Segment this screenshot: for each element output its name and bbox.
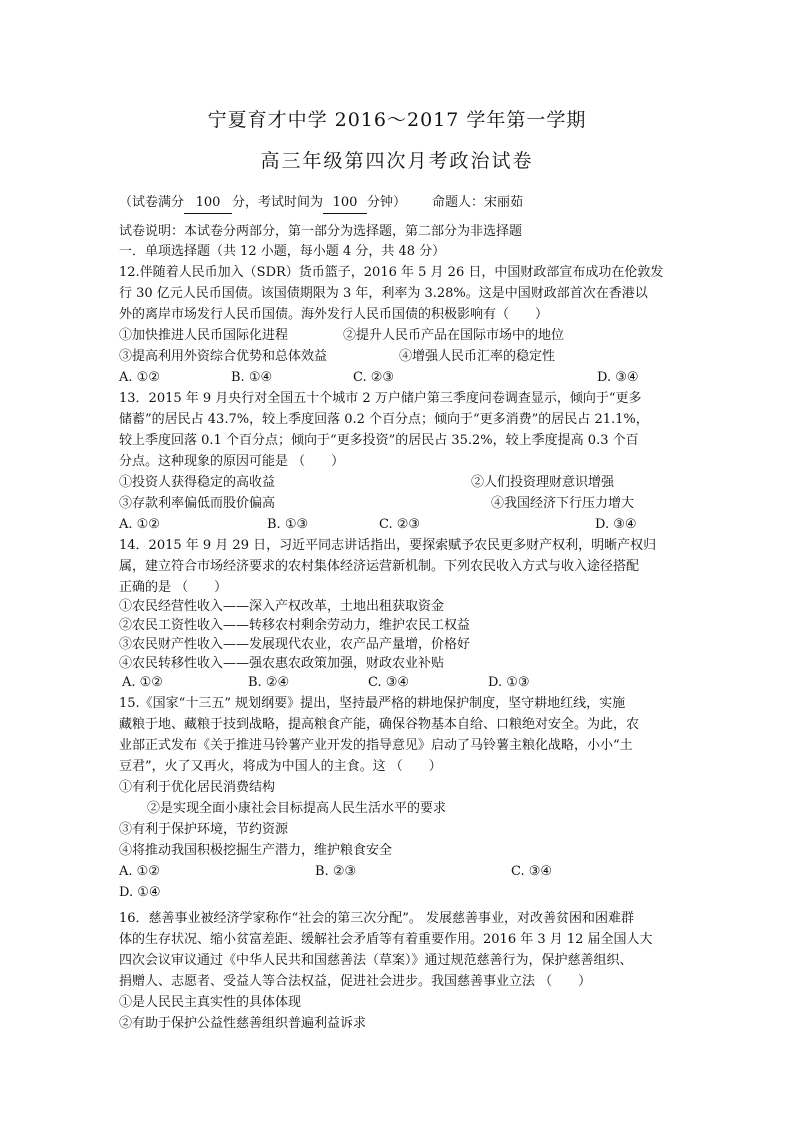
q14-statement-4: ④农民转移性收入——强农惠农政策加强，财政农业补贴 [119, 656, 445, 671]
q15-option-d: D. ①④ [119, 885, 161, 900]
q15-statement-3: ③有利于保护环境，节约资源 [119, 822, 289, 837]
exam-subtitle: 高三年级第四次月考政治试卷 [260, 150, 534, 172]
q15-statement-4: ④将推动我国积极挖掘生产潜力，维护粮食安全 [119, 843, 393, 858]
q12-option-b: B. ①④ [231, 370, 273, 385]
q12-statement-2: ②提升人民币产品在国际市场中的地位 [343, 328, 565, 343]
exam-instructions: 试卷说明：本试卷分两部分，第一部分为选择题，第二部分为非选择题 [119, 224, 523, 239]
q15-option-c: C. ③④ [511, 864, 553, 879]
q13-stem-line: 13．2015 年 9 月央行对全国五十个城市 2 万户储户第三季度问卷调查显示，倾向于“更多 [119, 391, 642, 406]
q15-option-b: B. ②③ [315, 864, 357, 879]
q15-stem-line: 藏粮于地、藏粮于技到战略，提高粮食产能，确保谷物基本自给、口粮绝对安全。为此，农 [119, 717, 640, 732]
q12-option-c: C. ②③ [353, 370, 395, 385]
q12-statement-4: ④增强人民币汇率的稳定性 [399, 349, 556, 364]
q16-stem-line: 16．慈善事业被经济学家称作“社会的第三次分配”。 发展慈善事业，对改善贫困和困难群 [119, 911, 634, 926]
q14-statement-2: ②农民工资性收入——转移农村剩余劳动力，维护农民工权益 [119, 618, 471, 633]
q14-stem-line: 正确的是 （ ） [119, 580, 228, 595]
q14-stem-line: 14．2015 年 9 月 29 日，习近平同志讲话指出，要探索赋予农民更多财产权利，明晰产权归 [119, 538, 657, 553]
q16-statement-2: ②有助于保护公益性慈善组织普遍利益诉求 [119, 1016, 367, 1031]
section-heading: 一．单项选择题（共 12 小题，每小题 4 分，共 48 分） [119, 244, 446, 259]
info-suffix: 分钟） [367, 195, 407, 210]
q13-stem-line: 较上季度回落 0.1 个百分点；倾向于“更多投资”的居民占 35.2%，较上季度提高 0.3 个百 [119, 433, 639, 448]
q14-option-b: B. ②④ [248, 675, 290, 690]
q12-stem-line: 12.伴随着人民币加入（SDR）货币篮子，2016 年 5 月 26 日，中国财政部宣布成功在伦敦发 [119, 265, 664, 280]
q13-option-c: C. ②③ [379, 517, 421, 532]
q16-stem-line: 体的生存状况、缩小贫富差距、缓解社会矛盾等有着重要作用。2016 年 3 月 12 届全国人大 [119, 932, 653, 947]
q13-statement-1: ①投资人获得稳定的高收益 [119, 475, 276, 490]
exam-author: 命题人：宋丽茹 [432, 195, 524, 210]
q16-stem-line: 捐赠人、志愿者、受益人等合法权益，促进社会进步。我国慈善事业立法 （ ） [119, 974, 592, 989]
q14-option-a: A. ①② [122, 675, 163, 690]
q13-option-b: B. ①③ [267, 517, 309, 532]
q13-statement-3: ③存款利率偏低而股价偏高 [119, 496, 276, 511]
full-score-value: 100 [184, 193, 232, 214]
q15-statement-2: ②是实现全面小康社会目标提高人民生活水平的要求 [147, 801, 447, 816]
q12-option-a: A. ①② [119, 370, 160, 385]
q12-statement-1: ①加快推进人民币国际化进程 [119, 328, 289, 343]
q12-option-d: D. ③④ [597, 370, 639, 385]
q13-option-d: D. ③④ [595, 517, 637, 532]
exam-time-value: 100 [323, 193, 367, 214]
q13-statement-2: ②人们投资理财意识增强 [471, 475, 615, 490]
q16-statement-1: ①是人民民主真实性的具体体现 [119, 995, 302, 1010]
q12-stem-line: 行 30 亿元人民币国债。该国债期限为 3 年，利率为 3.28%。这是中国财政部首次在香港以 [119, 286, 648, 301]
q13-stem-line: 储蓄”的居民占 43.7%，较上季度回落 0.2 个百分点；倾向于“更多消费”的居民占 21.1%， [119, 412, 649, 427]
q15-stem-line: 15.《国家“十三五” 规划纲要》提出，坚持最严格的耕地保护制度，坚守耕地红线，实施 [119, 696, 626, 711]
q14-stem-line: 属，建立符合市场经济要求的农村集体经济运营新机制。下列农民收入方式与收入途径搭配 [119, 559, 640, 574]
q12-statement-3: ③提高利用外资综合优势和总体效益 [119, 349, 328, 364]
q14-option-d: D. ①③ [488, 675, 530, 690]
q12-stem-line: 外的离岸市场发行人民币国债。海外发行人民币国债的积极影响有（ ） [119, 307, 549, 322]
q14-option-c: C. ③④ [368, 675, 410, 690]
exam-title: 宁夏育才中学 2016～2017 学年第一学期 [207, 109, 587, 131]
q15-statement-1: ①有利于优化居民消费结构 [119, 780, 276, 795]
q13-statement-4: ④我国经济下行压力增大 [491, 496, 635, 511]
q14-statement-1: ①农民经营性收入——深入产权改革，土地出租获取资金 [119, 599, 445, 614]
q13-option-a: A. ①② [119, 517, 160, 532]
q16-stem-line: 四次会议审议通过《中华人民共和国慈善法（草案）》通过规范慈善行为，保护慈善组织、 [119, 953, 633, 968]
exam-info [119, 193, 523, 214]
info-mid: 分，考试时间为 [232, 195, 324, 210]
q15-stem-line: 豆君”，火了又再火，将成为中国人的主食。这 （ ） [119, 759, 442, 774]
q14-statement-3: ③农民财产性收入——发展现代农业，农产品产量增，价格好 [119, 637, 471, 652]
q13-stem-line: 分点。这种现象的原因可能是 （ ） [119, 454, 345, 469]
q15-option-a: A. ①② [119, 864, 160, 879]
q15-stem-line: 业部正式发布《关于推进马铃薯产业开发的指导意见》启动了马铃薯主粮化战略，小小“土 [119, 738, 633, 753]
info-prefix: （试卷满分 [119, 195, 185, 210]
